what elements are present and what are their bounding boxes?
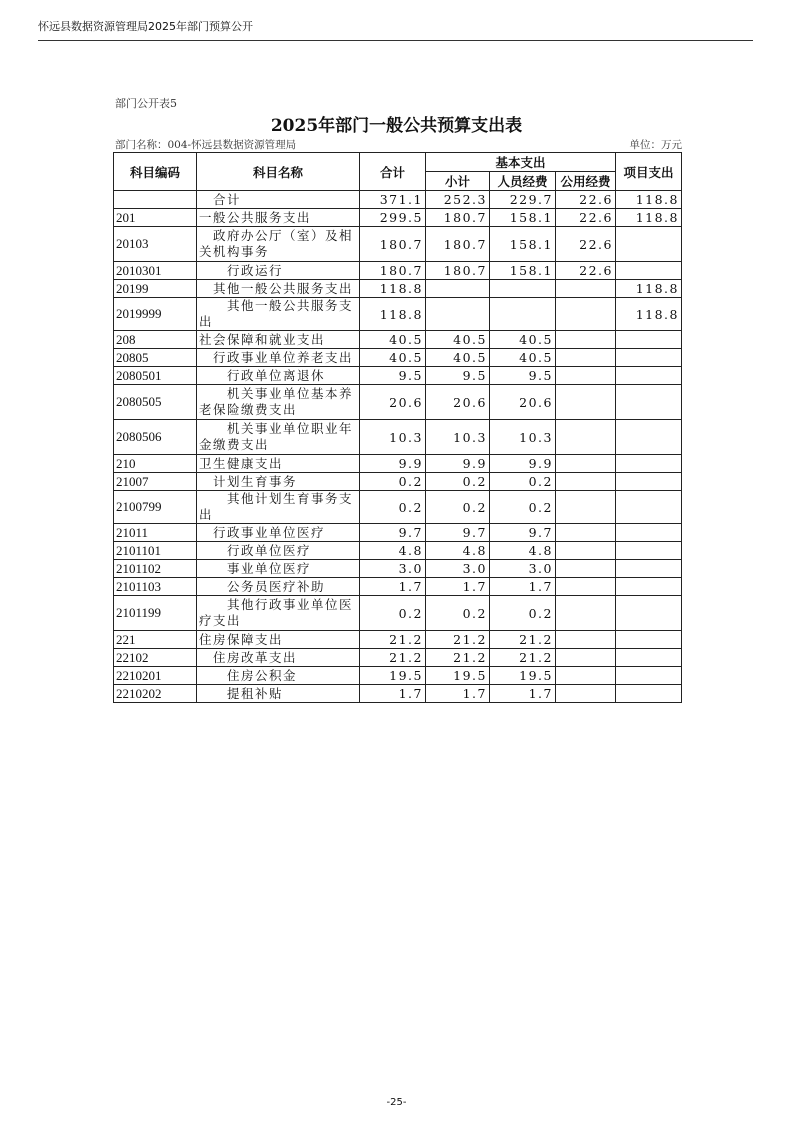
cell-name: 社会保障和就业支出 [197, 331, 360, 349]
cell-project [616, 385, 682, 420]
table-row [114, 455, 682, 473]
col-header-public: 公用经费 [556, 172, 616, 191]
cell-code [114, 191, 197, 209]
cell-total: 0.2 [360, 491, 426, 524]
cell-project [616, 596, 682, 631]
cell-total: 4.8 [360, 542, 426, 560]
cell-total: 9.9 [360, 455, 426, 473]
table-row [114, 578, 682, 596]
table-row [114, 667, 682, 685]
cell-personnel: 21.2 [490, 649, 556, 667]
cell-personnel: 3.0 [490, 560, 556, 578]
cell-personnel: 9.9 [490, 455, 556, 473]
cell-total: 0.2 [360, 473, 426, 491]
col-header-total: 合计 [360, 153, 426, 191]
cell-total: 118.8 [360, 280, 426, 298]
table-row [114, 385, 682, 420]
cell-total: 20.6 [360, 385, 426, 420]
cell-subtotal: 19.5 [426, 667, 490, 685]
cell-total: 371.1 [360, 191, 426, 209]
page-number: -25- [386, 1097, 407, 1108]
col-header-project: 项目支出 [616, 153, 682, 191]
cell-public [556, 596, 616, 631]
cell-total: 9.7 [360, 524, 426, 542]
cell-total: 9.5 [360, 367, 426, 385]
cell-code: 22102 [114, 649, 197, 667]
document-header: 怀远县数据资源管理局2025年部门预算公开 [38, 20, 253, 33]
cell-code: 20199 [114, 280, 197, 298]
cell-personnel: 21.2 [490, 631, 556, 649]
table-body [114, 191, 682, 703]
cell-personnel: 19.5 [490, 667, 556, 685]
cell-project: 118.8 [616, 209, 682, 227]
cell-project: 118.8 [616, 298, 682, 331]
table-row [114, 649, 682, 667]
cell-code: 2080505 [114, 385, 197, 420]
cell-total: 1.7 [360, 578, 426, 596]
cell-public: 22.6 [556, 209, 616, 227]
cell-subtotal: 180.7 [426, 209, 490, 227]
col-header-name: 科目名称 [197, 153, 360, 191]
cell-total: 10.3 [360, 420, 426, 455]
cell-public [556, 560, 616, 578]
cell-total: 3.0 [360, 560, 426, 578]
cell-code: 2210202 [114, 685, 197, 703]
cell-code: 2080501 [114, 367, 197, 385]
cell-project [616, 667, 682, 685]
cell-subtotal: 40.5 [426, 349, 490, 367]
cell-subtotal: 0.2 [426, 473, 490, 491]
cell-name: 机关事业单位基本养老保险缴费支出 [197, 385, 360, 420]
cell-code: 21011 [114, 524, 197, 542]
cell-project [616, 685, 682, 703]
cell-public: 22.6 [556, 191, 616, 209]
cell-code: 208 [114, 331, 197, 349]
table-row [114, 542, 682, 560]
cell-personnel: 9.7 [490, 524, 556, 542]
cell-personnel: 40.5 [490, 349, 556, 367]
cell-personnel: 40.5 [490, 331, 556, 349]
cell-subtotal: 1.7 [426, 578, 490, 596]
cell-subtotal: 9.7 [426, 524, 490, 542]
cell-code: 221 [114, 631, 197, 649]
cell-code: 2100799 [114, 491, 197, 524]
cell-public [556, 542, 616, 560]
cell-subtotal: 10.3 [426, 420, 490, 455]
cell-total: 21.2 [360, 649, 426, 667]
table-number: 部门公开表5 [115, 97, 177, 110]
cell-code: 2080506 [114, 420, 197, 455]
cell-subtotal: 180.7 [426, 227, 490, 262]
cell-personnel: 1.7 [490, 578, 556, 596]
table-row [114, 227, 682, 262]
cell-name: 行政运行 [197, 262, 360, 280]
cell-personnel [490, 298, 556, 331]
cell-subtotal: 20.6 [426, 385, 490, 420]
cell-subtotal: 0.2 [426, 491, 490, 524]
cell-public [556, 491, 616, 524]
cell-project [616, 542, 682, 560]
cell-project [616, 455, 682, 473]
cell-total: 0.2 [360, 596, 426, 631]
cell-name: 住房改革支出 [197, 649, 360, 667]
table-row [114, 367, 682, 385]
cell-name: 其他一般公共服务支出 [197, 280, 360, 298]
cell-public [556, 524, 616, 542]
cell-code: 2010301 [114, 262, 197, 280]
cell-project [616, 631, 682, 649]
cell-personnel: 10.3 [490, 420, 556, 455]
cell-name: 行政事业单位养老支出 [197, 349, 360, 367]
cell-code: 20805 [114, 349, 197, 367]
table-row [114, 280, 682, 298]
budget-table [113, 152, 682, 703]
cell-public [556, 420, 616, 455]
cell-code: 2101103 [114, 578, 197, 596]
cell-subtotal: 0.2 [426, 596, 490, 631]
cell-subtotal [426, 280, 490, 298]
cell-public [556, 367, 616, 385]
cell-name: 事业单位医疗 [197, 560, 360, 578]
cell-project [616, 420, 682, 455]
cell-personnel: 229.7 [490, 191, 556, 209]
cell-public: 22.6 [556, 262, 616, 280]
cell-total: 1.7 [360, 685, 426, 703]
cell-code: 201 [114, 209, 197, 227]
cell-total: 40.5 [360, 331, 426, 349]
cell-subtotal: 21.2 [426, 631, 490, 649]
cell-total: 118.8 [360, 298, 426, 331]
cell-personnel: 158.1 [490, 227, 556, 262]
cell-subtotal: 9.9 [426, 455, 490, 473]
cell-name: 行政单位医疗 [197, 542, 360, 560]
cell-subtotal: 180.7 [426, 262, 490, 280]
cell-total: 180.7 [360, 227, 426, 262]
cell-personnel: 4.8 [490, 542, 556, 560]
cell-code: 210 [114, 455, 197, 473]
cell-project [616, 491, 682, 524]
cell-project [616, 560, 682, 578]
table-row [114, 191, 682, 209]
department-label: 部门名称：004-怀远县数据资源管理局 [115, 139, 297, 151]
cell-project [616, 578, 682, 596]
cell-name: 机关事业单位职业年金缴费支出 [197, 420, 360, 455]
cell-code: 2101199 [114, 596, 197, 631]
cell-name: 一般公共服务支出 [197, 209, 360, 227]
table-row [114, 560, 682, 578]
cell-personnel: 158.1 [490, 209, 556, 227]
cell-subtotal: 9.5 [426, 367, 490, 385]
cell-personnel: 9.5 [490, 367, 556, 385]
cell-project [616, 262, 682, 280]
cell-subtotal: 21.2 [426, 649, 490, 667]
cell-public [556, 667, 616, 685]
col-header-personnel: 人员经费 [490, 172, 556, 191]
cell-personnel: 158.1 [490, 262, 556, 280]
header-divider [38, 40, 753, 41]
cell-subtotal: 40.5 [426, 331, 490, 349]
cell-code: 2101101 [114, 542, 197, 560]
cell-subtotal: 4.8 [426, 542, 490, 560]
cell-total: 40.5 [360, 349, 426, 367]
cell-personnel: 20.6 [490, 385, 556, 420]
cell-name: 行政事业单位医疗 [197, 524, 360, 542]
cell-total: 299.5 [360, 209, 426, 227]
table-row [114, 631, 682, 649]
cell-project [616, 227, 682, 262]
table-row [114, 596, 682, 631]
col-header-basic: 基本支出 [426, 153, 616, 172]
table-row [114, 491, 682, 524]
cell-project [616, 349, 682, 367]
cell-name: 住房保障支出 [197, 631, 360, 649]
cell-personnel: 0.2 [490, 491, 556, 524]
cell-name: 行政单位离退休 [197, 367, 360, 385]
cell-total: 21.2 [360, 631, 426, 649]
col-header-code: 科目编码 [114, 153, 197, 191]
cell-personnel [490, 280, 556, 298]
table-row [114, 524, 682, 542]
cell-project [616, 331, 682, 349]
cell-public [556, 685, 616, 703]
cell-public [556, 298, 616, 331]
cell-project: 118.8 [616, 191, 682, 209]
cell-name: 公务员医疗补助 [197, 578, 360, 596]
cell-code: 2019999 [114, 298, 197, 331]
cell-name: 计划生育事务 [197, 473, 360, 491]
cell-name: 政府办公厅（室）及相关机构事务 [197, 227, 360, 262]
page-title: 2025年部门一般公共预算支出表 [270, 116, 523, 136]
cell-public [556, 349, 616, 367]
cell-name: 其他计划生育事务支出 [197, 491, 360, 524]
cell-name: 其他行政事业单位医疗支出 [197, 596, 360, 631]
cell-name: 合计 [197, 191, 360, 209]
cell-code: 20103 [114, 227, 197, 262]
cell-project [616, 473, 682, 491]
cell-project [616, 524, 682, 542]
unit-label: 单位：万元 [629, 139, 682, 151]
table-row [114, 298, 682, 331]
cell-subtotal: 3.0 [426, 560, 490, 578]
cell-code: 2101102 [114, 560, 197, 578]
cell-public [556, 385, 616, 420]
cell-public [556, 280, 616, 298]
cell-personnel: 0.2 [490, 473, 556, 491]
cell-public: 22.6 [556, 227, 616, 262]
table-row [114, 331, 682, 349]
cell-code: 2210201 [114, 667, 197, 685]
cell-name: 其他一般公共服务支出 [197, 298, 360, 331]
cell-personnel: 0.2 [490, 596, 556, 631]
cell-public [556, 455, 616, 473]
table-row [114, 262, 682, 280]
table-row [114, 420, 682, 455]
cell-public [556, 578, 616, 596]
cell-subtotal [426, 298, 490, 331]
cell-total: 180.7 [360, 262, 426, 280]
col-header-subtotal: 小计 [426, 172, 490, 191]
table-row [114, 209, 682, 227]
cell-name: 卫生健康支出 [197, 455, 360, 473]
cell-personnel: 1.7 [490, 685, 556, 703]
cell-public [556, 649, 616, 667]
table-row [114, 685, 682, 703]
cell-name: 住房公积金 [197, 667, 360, 685]
cell-project [616, 367, 682, 385]
cell-total: 19.5 [360, 667, 426, 685]
table-row [114, 349, 682, 367]
cell-project: 118.8 [616, 280, 682, 298]
cell-subtotal: 1.7 [426, 685, 490, 703]
table-row [114, 473, 682, 491]
cell-project [616, 649, 682, 667]
cell-name: 提租补贴 [197, 685, 360, 703]
cell-public [556, 631, 616, 649]
cell-public [556, 331, 616, 349]
cell-subtotal: 252.3 [426, 191, 490, 209]
cell-code: 21007 [114, 473, 197, 491]
cell-public [556, 473, 616, 491]
